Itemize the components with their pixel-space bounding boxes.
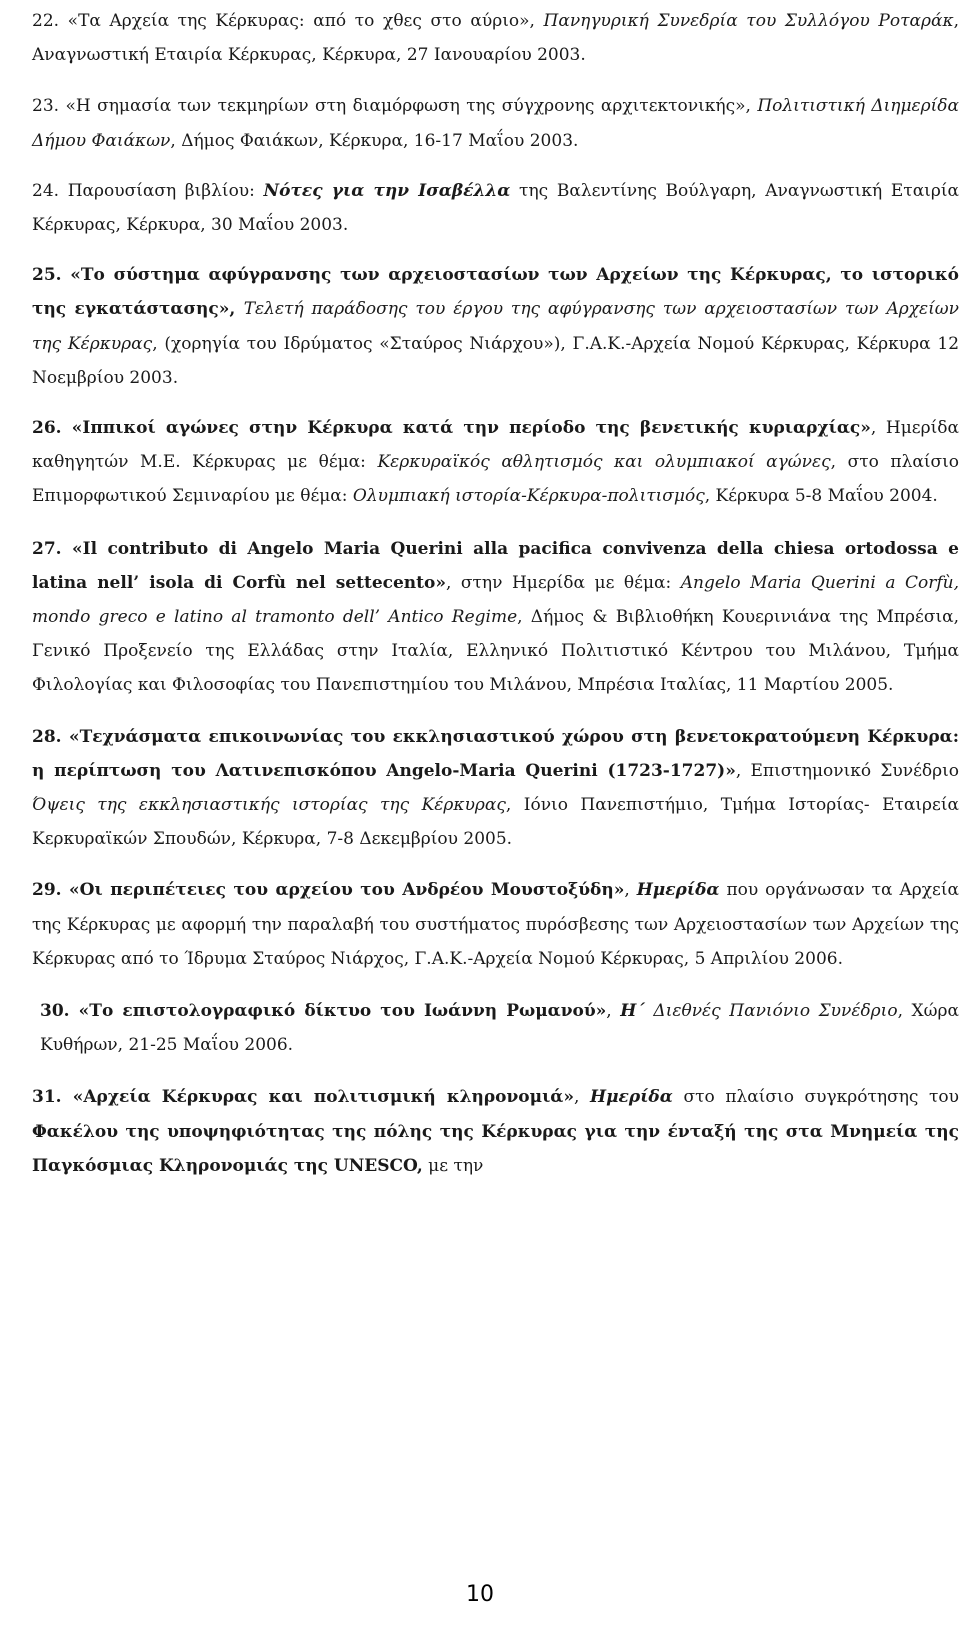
entry-text-segment: , Ημερίδα καθηγητών Μ.Ε. Κέρκυρας με θέμα: <box>32 418 959 473</box>
entry-text-segment: , Επιστημονικό Συνέδριο <box>735 760 960 781</box>
entry-text-segment: 23. «Η σημασία των τεκμηρίων στη διαμόρφωση της σύγχρονης αρχιτεκτονικής», <box>32 96 758 117</box>
entry-text-segment: 26. «Ιππικοί αγώνες στην Κέρκυρα κατά την περίοδο της βενετικής κυριαρχίας» <box>32 418 871 439</box>
entry-text-segment: Τελετή παράδοσης του έργου της αφύγρανσης των αρχειοστασίων των Αρχείων της Κέρκυρας <box>32 299 959 354</box>
entry-text-segment: Φακέλου της υποψηφιότητας της πόλης της Κέρκυρας για την ένταξή της στα Μνημεία της Παγκόσμιας Κληρονομιάς της UNESCO, <box>32 1121 959 1176</box>
entry-text-segment: , Κέρκυρα 5-8 Μαΐου 2004. <box>704 486 938 507</box>
entry-text-segment: της Βαλεντίνης Βούλγαρη, Αναγνωστική Εταιρία Κέρκυρας, Κέρκυρα, 30 Μαΐου 2003. <box>32 180 959 236</box>
entry-text-segment: , <box>624 880 637 901</box>
bibliography-entry-24 <box>32 174 959 242</box>
entry-text-segment: Ολυμπιακή ιστορία-Κέρκυρα-πολιτισμός <box>352 486 705 507</box>
bibliography-entry-27 <box>32 532 959 703</box>
entry-text-segment: που οργάνωσαν τα Αρχεία της Κέρκυρας με αφορμή την παραλαβή του συστήματος πυρόσβεσης των Αρχειοστασίων των Αρχείων της Κέρκυρας από το Ίδρυμα Σταύρος Νιάρχος, Γ.Α.Κ.-Αρχεία Νομού Κέρκυρας, 5 Απριλίου 2006. <box>32 880 959 969</box>
page-number: 10 <box>466 1582 494 1607</box>
entry-text-segment: Η΄ <box>620 1001 645 1022</box>
bibliography-entry-26 <box>32 411 959 514</box>
document-page <box>32 4 959 1214</box>
entry-text-segment: Πολιτιστική Διημερίδα Δήμου Φαιάκων <box>32 96 960 151</box>
entry-text-segment: , Χώρα Κυθήρων, 21-25 Μαΐου 2006. <box>40 1001 959 1056</box>
entry-text-segment: Διεθνές Πανιόνιο Συνέδριο <box>653 1001 898 1022</box>
bibliography-entry-31 <box>32 1080 959 1183</box>
entry-text-segment: Ημερίδα <box>590 1087 673 1108</box>
entry-text-segment: 25. «Το σύστημα αφύγρανσης των αρχειοστασίων των Αρχείων της Κέρκυρας, το ιστορικό της εγκατάστασης», <box>32 265 959 320</box>
entry-text-segment: 29. «Οι περιπέτειες του αρχείου του Ανδρέου Μουστοξύδη» <box>32 880 625 901</box>
bibliography-entry-23 <box>32 89 959 157</box>
entry-text-segment: 30. «Το επιστολογραφικό δίκτυο του Ιωάννη Ρωμανού» <box>40 1001 607 1022</box>
entry-text-segment: , στην Ημερίδα με θέμα: <box>445 572 681 593</box>
entry-text-segment: Angelo Maria Querini a Corfù, mondo greco e latino al tramonto dell’ Antico Regime <box>32 572 959 628</box>
entry-text-segment: 27. «Il contributo di Angelo Maria Querini alla pacifica convivenza della chiesa ortodossa e latina nell’ isola di Corfù nel settecento» <box>32 538 959 593</box>
bibliography-entry-29 <box>32 873 959 976</box>
entry-text-segment: 22. «Τα Αρχεία της Κέρκυρας: από το χθες στο αύριο», <box>32 11 544 31</box>
entry-text-segment: , Δήμος & Βιβλιοθήκη Κουερινιάνα της Μπρέσια, Γενικό Προξενείο της Ελλάδας στην Ιταλία, Ελληνικό Πολιτιστικό Κέντρου του Μιλάνου, Τμήμα Φιλολογίας και Φιλοσοφίας του Πανεπιστημίου του Μιλάνου, Μπρέσια Ιταλίας, 11 Μαρτίου 2005. <box>32 607 959 696</box>
entry-text-segment: Ημερίδα <box>636 880 720 901</box>
bibliography-entry-22 <box>32 4 959 72</box>
entry-text-segment: Όψεις της εκκλησιαστικής ιστορίας της Κέρκυρας <box>32 795 506 816</box>
entry-text-segment: με την <box>422 1155 484 1176</box>
entry-text-segment: στο πλαίσιο συγκρότησης του <box>672 1087 959 1108</box>
entry-text-segment: , στο πλαίσιο Επιμορφωτικού Σεμιναρίου με θέμα: <box>32 452 959 507</box>
entry-text-segment: 28. «Τεχνάσματα επικοινωνίας του εκκλησιαστικού χώρου στη βενετοκρατούμενη Κέρκυρα: η περίπτωση του Λατινεπισκόπου Angelo-Maria Querini (1723-1727)» <box>32 726 959 781</box>
entry-text-segment: , Δήμος Φαιάκων, Κέρκυρα, 16-17 Μαΐου 2003. <box>170 130 579 151</box>
entry-text-segment: , Ιόνιο Πανεπιστήμιο, Τμήμα Ιστορίας- Εταιρεία Κερκυραϊκών Σπουδών, Κέρκυρα, 7-8 Δεκεμβρίου 2005. <box>32 795 960 850</box>
entry-text-segment: Πανηγυρική Συνεδρία του Συλλόγου Ροταράκ <box>543 11 954 31</box>
bibliography-entry-30 <box>32 994 959 1062</box>
bibliography-entry-25 <box>32 258 959 395</box>
entry-text-segment: , Αναγνωστική Εταιρία Κέρκυρας, Κέρκυρα, 27 Ιανουαρίου 2003. <box>32 11 959 66</box>
bibliography-entry-28 <box>32 720 959 857</box>
entry-text-segment: Νότες για την Ισαβέλλα <box>263 180 511 201</box>
entry-text-segment: , <box>574 1087 591 1108</box>
entry-text-segment: , <box>606 1001 621 1022</box>
entry-text-segment: Κερκυραϊκός αθλητισμός και ολυμπιακοί αγώνες <box>377 452 831 473</box>
entry-text-segment: 24. Παρουσίαση βιβλίου: <box>32 180 264 201</box>
entry-text-segment: 31. «Αρχεία Κέρκυρας και πολιτισμική κληρονομιά» <box>32 1087 575 1108</box>
entry-text-segment: , (χορηγία του Ιδρύματος «Σταύρος Νιάρχου»), Γ.Α.Κ.-Αρχεία Νομού Κέρκυρας, Κέρκυρα 12 Νοεμβρίου 2003. <box>32 333 960 388</box>
